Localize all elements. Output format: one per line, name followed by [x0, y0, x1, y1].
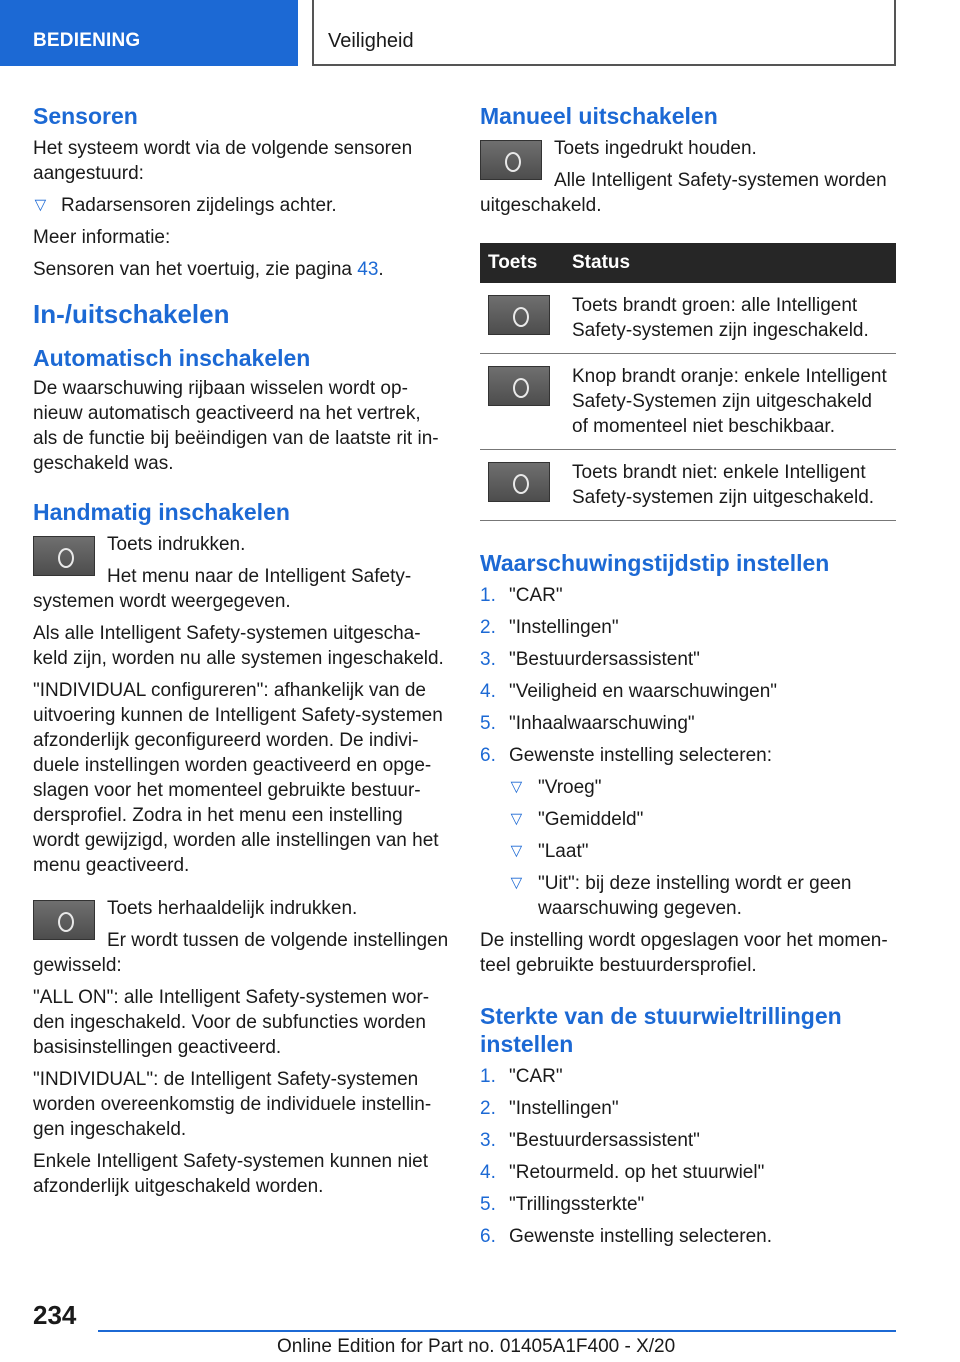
- list-item: [480, 1192, 896, 1217]
- hand-text-9: Enkele Intelligent Safety-systemen kunnen niet afzonderlijk uitgeschakeld worden.: [33, 1151, 429, 1197]
- list-item: [480, 1096, 896, 1121]
- vib-steps: [480, 1064, 896, 1249]
- hand-text-3: Als alle Intelligent Safety-systemen uitgeschakeld zijn, worden nu alle systemen ingeschakeld.: [33, 623, 444, 669]
- hand-heading: Handmatig inschakelen: [33, 499, 290, 525]
- chapter-label: Veiligheid: [328, 30, 414, 52]
- step-number: 6.: [480, 1226, 496, 1247]
- step-number: 2.: [480, 617, 496, 638]
- column-header-status: Status: [564, 243, 896, 283]
- table-cell-icon: [480, 450, 564, 521]
- manual-step-2: Alle Intelligent Safety-systemen worden uitgeschakeld.: [480, 170, 887, 216]
- list-item: ▷ "Gemiddeld": [509, 807, 896, 832]
- table-cell-status: Toets brandt niet: enkele Intelligent Safety-systemen zijn uitgeschakeld.: [564, 450, 896, 521]
- hand-text-8: "INDIVIDUAL": de Intelligent Safety-systemen worden overeenkomstig de individuele instellingen ingeschakeld.: [33, 1069, 432, 1140]
- list-item: [480, 1160, 896, 1185]
- hand-step-5: Toets herhaaldelijk indrukken.: [107, 898, 358, 919]
- safety-button-icon: [33, 900, 95, 940]
- manual-heading: Manueel uitschakelen: [480, 103, 718, 129]
- step-number: 4.: [480, 681, 496, 702]
- meer-info-label: Meer informatie:: [33, 227, 171, 248]
- step-number: 3.: [480, 649, 496, 670]
- step-text: "Bestuurdersassistent": [509, 649, 700, 670]
- warn-steps: [480, 583, 896, 921]
- step-number: 5.: [480, 713, 496, 734]
- table-cell-status: Knop brandt oranje: enkele Intelligent Safety-Systemen zijn uitgeschakeld of momenteel niet beschikbaar.: [564, 354, 896, 450]
- list-item: ▷ "Uit": bij deze instelling wordt er geen waarschuwing gegeven.: [509, 871, 896, 921]
- reference-text: Sensoren van het voertuig, zie pagina: [33, 259, 358, 280]
- left-column: [33, 100, 449, 1206]
- list-item: [480, 679, 896, 704]
- hand-step-6: Er wordt tussen de volgende instellingen gewisseld:: [33, 930, 449, 976]
- chapter-tab: [312, 0, 896, 66]
- hand-step-1: Toets indrukken.: [107, 534, 246, 555]
- hand-text-7: "ALL ON": alle Intelligent Safety-systemen worden ingeschakeld. Voor de subfuncties worden basisinstellingen geactiveerd.: [33, 987, 430, 1058]
- auto-text: De waarschuwing rijbaan wisselen wordt opnieuw automatisch geactiveerd na het vertrek, als de functie bij beëindigen van de laatste rit ingeschakeld was.: [33, 378, 439, 474]
- sensoren-text: Het systeem wordt via de volgende sensoren aangestuurd:: [33, 138, 413, 184]
- warn-heading: Waarschuwingstijdstip instellen: [480, 550, 830, 576]
- table-cell-status: Toets brandt groen: alle Intelligent Safety-systemen zijn ingeschakeld.: [564, 283, 896, 354]
- step-text: Gewenste instelling selecteren.: [509, 1226, 772, 1247]
- page-number: 234: [33, 1300, 77, 1330]
- safety-button-icon: [488, 462, 550, 502]
- auto-heading: Automatisch inschakelen: [33, 345, 311, 371]
- column-header-toets: Toets: [480, 243, 564, 283]
- list-item: [480, 615, 896, 640]
- list-item: [480, 1224, 896, 1249]
- page-link[interactable]: 43: [357, 259, 379, 280]
- hand-step-2: Het menu naar de Intelligent Safety-systemen wordt weergegeven.: [33, 566, 412, 612]
- safety-button-icon: [488, 366, 550, 406]
- step-text: "Inhaalwaarschuwing": [509, 713, 695, 734]
- step-text: "Bestuurdersassistent": [509, 1130, 700, 1151]
- list-item: [480, 647, 896, 672]
- step-number: 1.: [480, 1066, 496, 1087]
- step-number: 2.: [480, 1098, 496, 1119]
- list-item: [480, 583, 896, 608]
- safety-button-icon: [480, 140, 542, 180]
- step-text: "CAR": [509, 585, 563, 606]
- step-number: 4.: [480, 1162, 496, 1183]
- right-column: [480, 100, 896, 1256]
- manual-step-1: Toets ingedrukt houden.: [554, 138, 757, 159]
- warn-note: De instelling wordt opgeslagen voor het momenteel gebruikte bestuurdersprofiel.: [480, 930, 888, 976]
- safety-button-icon: [33, 536, 95, 576]
- step-text: "CAR": [509, 1066, 563, 1087]
- table-cell-icon: [480, 354, 564, 450]
- safety-button-icon: [488, 295, 550, 335]
- step-number: 1.: [480, 585, 496, 606]
- edition-text: Online Edition for Part no. 01405A1F400 - X/20: [277, 1336, 676, 1357]
- sensoren-list: [33, 193, 449, 218]
- step-text: "Instellingen": [509, 1098, 619, 1119]
- step-number: 3.: [480, 1130, 496, 1151]
- list-item: ▷ Radarsensoren zijdelings achter.: [33, 193, 449, 218]
- list-item: [480, 1128, 896, 1153]
- in-uit-heading: In-/uitschakelen: [33, 299, 230, 329]
- status-table: [480, 243, 896, 521]
- warn-options: [509, 775, 896, 921]
- step-text: "Veiligheid en waarschuwingen": [509, 681, 778, 702]
- table-row: [480, 354, 896, 450]
- sensoren-reference: [33, 257, 449, 282]
- step-number: 5.: [480, 1194, 496, 1215]
- list-item: [480, 1064, 896, 1089]
- table-row: [480, 283, 896, 354]
- table-header-row: [480, 243, 896, 283]
- step-text: "Retourmeld. op het stuurwiel": [509, 1162, 765, 1183]
- list-item: [480, 711, 896, 736]
- section-tab: [0, 0, 298, 66]
- hand-text-4: "INDIVIDUAL configureren": afhankelijk van de uitvoering kunnen de Intelligent Safety-systemen afzonderlijk geconfigureerd worden. De individuele instellingen worden geactiveerd en opgeslagen voor het momenteel gebruikte bestuurdersprofiel. Zodra in het menu een instelling wordt gewijzigd, worden alle instellingen van het menu geactiveerd.: [33, 680, 443, 876]
- vib-heading: Sterkte van de stuurwieltrillingen instellen: [480, 1003, 842, 1057]
- step-number: 6.: [480, 745, 496, 766]
- table-row: [480, 450, 896, 521]
- step-text: "Instellingen": [509, 617, 619, 638]
- reference-end: .: [378, 259, 384, 280]
- list-item: [480, 743, 896, 921]
- section-label: BEDIENING: [33, 30, 141, 51]
- step-text: "Trillingssterkte": [509, 1194, 645, 1215]
- list-item: ▷ "Vroeg": [509, 775, 896, 800]
- footer-divider: [98, 1330, 896, 1332]
- sensoren-heading: Sensoren: [33, 103, 138, 129]
- table-cell-icon: [480, 283, 564, 354]
- step-text: Gewenste instelling selecteren:: [509, 745, 772, 766]
- list-item: ▷ "Laat": [509, 839, 896, 864]
